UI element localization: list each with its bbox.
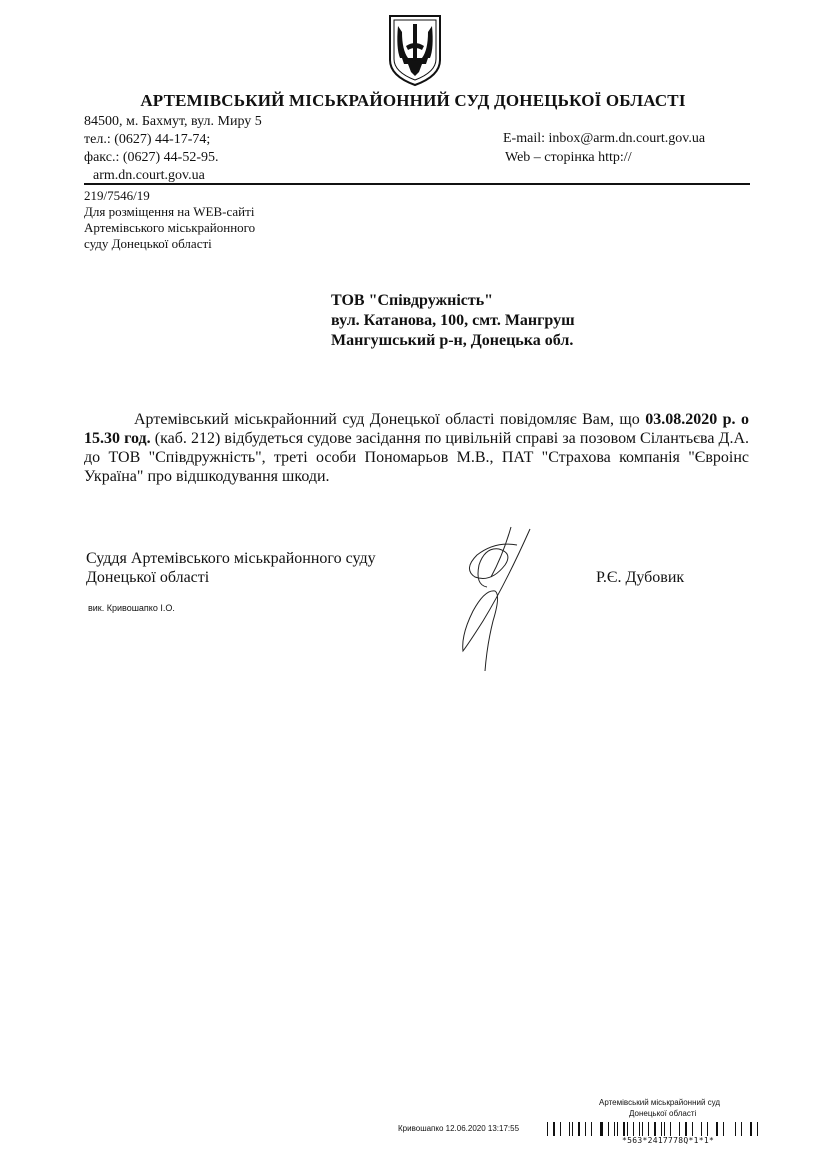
barcode-bar [623,1122,625,1136]
recipient-block [331,291,575,351]
barcode-bar [569,1122,570,1136]
trident-emblem-icon [386,12,444,88]
court-phone: тел.: (0627) 44-17-74; [84,132,211,147]
barcode-bar [654,1122,656,1136]
outgoing-note-line1: Для розміщення на WEB-сайті [84,204,255,219]
barcode-bar [572,1122,573,1136]
court-name-heading: АРТЕМІВСЬКИЙ МІСЬКРАЙОННИЙ СУД ДОНЕЦЬКОЇ ОБЛАСТІ [140,91,686,110]
court-address: 84500, м. Бахмут, вул. Миру 5 [84,114,262,129]
barcode-bar [547,1122,548,1136]
stamp-court-line2: Донецької області [629,1109,697,1118]
barcode-bar [560,1122,561,1136]
barcode-bar [591,1122,592,1136]
recipient-district: Мангушський р-н, Донецька обл. [331,332,574,349]
barcode-bar [707,1122,708,1136]
barcode-bar [639,1122,640,1136]
signature-title [86,549,376,587]
barcode-bar [679,1122,680,1136]
barcode-bar [741,1122,742,1136]
barcode-bar [617,1122,618,1136]
barcode-bar [614,1122,615,1136]
barcode-bar [633,1122,634,1136]
barcode-bar [585,1122,586,1136]
barcode-bar [692,1122,693,1136]
stamp-clerk-datetime: Кривошапко 12.06.2020 13:17:55 [398,1124,520,1133]
judge-name: Р.Є. Дубовик [596,569,685,586]
barcode-bar [757,1122,758,1136]
court-web[interactable]: Web – сторінка http:// [505,150,632,165]
barcode-bar [627,1122,628,1136]
barcode-bar [600,1122,603,1136]
barcode-bar [608,1122,609,1136]
court-site-domain[interactable]: arm.dn.court.gov.ua [93,168,205,183]
barcode-bar [735,1122,736,1136]
outgoing-note-line3: суду Донецької області [84,236,212,251]
judge-title-line2: Донецької області [86,569,210,586]
outgoing-number: 219/7546/19 [84,188,150,203]
executor-note: вик. Кривошапко І.О. [88,603,175,613]
stamp-court-line1: Артемівський міськрайонний суд [599,1098,721,1107]
barcode-bar [553,1122,555,1136]
barcode-bar [648,1122,649,1136]
barcode-bar [750,1122,752,1136]
barcode-bar [642,1122,643,1136]
court-fax: факс.: (0627) 44-52-95. [84,150,219,165]
handwritten-signature [455,525,540,675]
hearing-datetime: 03.08.2020 р. о 15.30 год. [84,411,749,447]
header-divider [84,183,750,185]
notice-text-part2: (каб. 212) відбудеться судове засідання по цивільній справі за позовом Сілантьєва Д.А. до ТОВ "Співдружність", треті особи Пономарьов М.В., ПАТ "Страхова компанія "Євроінс Україна" про відшкодування шкоди. [84,430,750,485]
recipient-street: вул. Катанова, 100, смт. Мангруш [331,312,575,329]
barcode-bar [716,1122,718,1136]
barcode-bar [578,1122,580,1136]
barcode-bar [685,1122,687,1136]
barcode-digits: *563*2417778Q*1*1* [622,1136,715,1145]
barcode-bar [701,1122,702,1136]
barcode-bar [661,1122,662,1136]
recipient-name: ТОВ "Співдружність" [331,292,494,309]
notice-body [84,410,749,486]
notice-text-part1: Артемівський міськрайонний суд Донецької області повідомляє Вам, що [134,411,646,428]
barcode-bar [723,1122,724,1136]
outgoing-note-line2: Артемівського міськрайонного [84,220,256,235]
court-email[interactable]: E-mail: inbox@arm.dn.court.gov.ua [503,131,706,146]
judge-title-line1: Суддя Артемівського міськрайонного суду [86,550,376,567]
barcode-bar [664,1122,665,1136]
barcode-bar [670,1122,671,1136]
